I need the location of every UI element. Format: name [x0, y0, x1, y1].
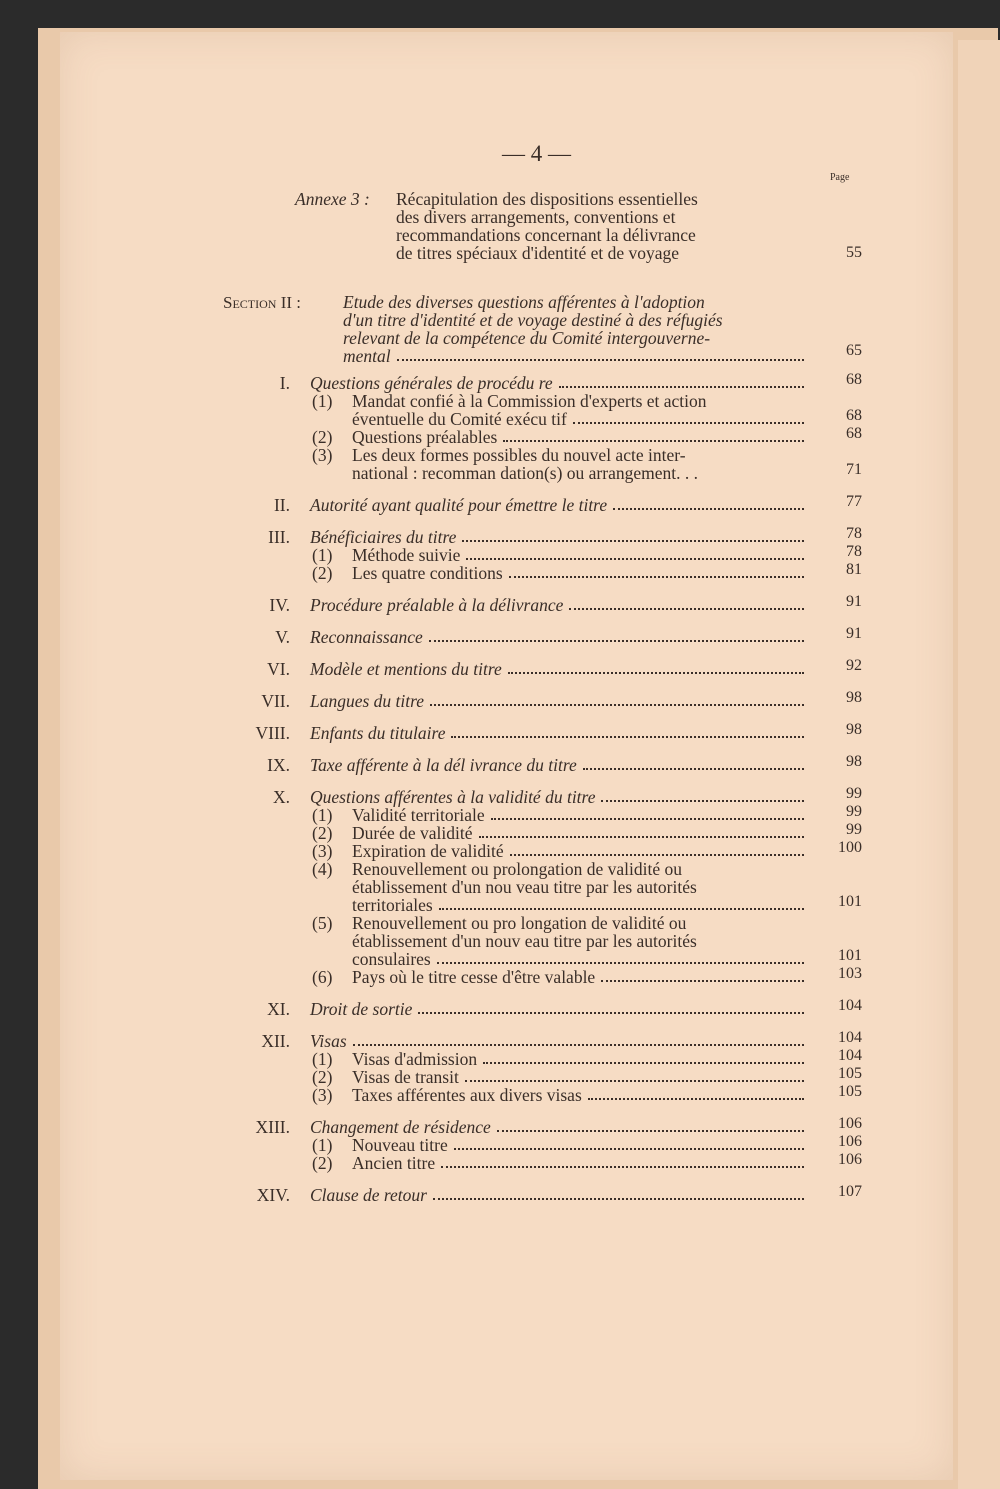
dot-leader — [497, 1130, 804, 1132]
toc-entry-number: IV. — [269, 595, 290, 615]
toc-entry-page: 104 — [838, 997, 862, 1014]
toc-sub-page: 68 — [846, 407, 862, 424]
annex-label: Annexe 3 : — [295, 189, 370, 209]
dot-leader — [559, 386, 804, 388]
dot-leader — [491, 818, 804, 820]
toc-entry-number: IX. — [267, 755, 290, 775]
dot-leader — [583, 768, 804, 770]
toc-sub-line: Mandat confié à la Commission d'experts et action — [352, 391, 707, 411]
dot-leader — [430, 704, 804, 706]
toc-entry-title: Changement de résidence — [310, 1117, 491, 1137]
dot-leader — [613, 508, 804, 510]
dot-leader — [437, 962, 804, 964]
toc-entry-page: 107 — [838, 1183, 862, 1200]
toc-entry-number: V. — [275, 627, 290, 647]
toc-sub-line: Pays où le titre cesse d'être valable — [352, 967, 596, 987]
toc-sub-page: 78 — [846, 543, 862, 560]
toc-sub-page: 105 — [838, 1065, 862, 1082]
toc-sub-line: Questions préalables — [352, 427, 498, 447]
toc-sub-line: Durée de validité — [352, 823, 473, 843]
toc-entry-page: 92 — [846, 657, 862, 674]
dot-leader — [601, 980, 804, 982]
toc-sub-line: Visas de transit — [352, 1067, 459, 1087]
dot-leader — [465, 1080, 804, 1082]
toc-entry-page: 91 — [846, 625, 862, 642]
toc-entry-title: Bénéficiaires du titre — [310, 527, 457, 547]
toc-entry-page: 106 — [838, 1115, 862, 1132]
dot-leader — [509, 576, 804, 578]
dot-leader — [433, 1198, 804, 1200]
toc-entry-page: 104 — [838, 1029, 862, 1046]
toc-entry-page: 91 — [846, 593, 862, 610]
toc-sub-number: (1) — [312, 805, 333, 825]
section-line: mental — [343, 346, 391, 366]
toc-sub-page: 81 — [846, 561, 862, 578]
toc-entry-page: 98 — [846, 689, 862, 706]
toc-entry-title: Visas — [310, 1031, 347, 1051]
toc-sub-number: (5) — [312, 913, 333, 933]
toc-sub-line: Taxes afférentes aux divers visas — [352, 1085, 582, 1105]
toc-sub-number: (2) — [312, 563, 333, 583]
toc-sub-page: 101 — [838, 893, 862, 910]
dot-leader — [397, 359, 804, 361]
toc-sub-page: 106 — [838, 1133, 862, 1150]
page-number: — 4 — — [502, 141, 571, 166]
section-label: Section II : — [223, 293, 301, 312]
toc-entry-page: 68 — [846, 371, 862, 388]
toc-entry-page: 78 — [846, 525, 862, 542]
toc-sub-line: Visas d'admission — [352, 1049, 478, 1069]
annex-line: Récapitulation des dispositions essentielles — [396, 189, 698, 209]
toc-sub-line: Renouvellement ou prolongation de validité ou — [352, 859, 682, 879]
dot-leader — [569, 608, 804, 610]
toc-sub-line: établissement d'un nouv eau titre par les autorités — [352, 931, 697, 951]
toc-sub-page: 105 — [838, 1083, 862, 1100]
dot-leader — [462, 540, 804, 542]
toc-entry-number: XIII. — [255, 1117, 290, 1137]
toc-entry-title: Questions afférentes à la validité du titre — [310, 787, 596, 807]
dot-leader — [483, 1062, 804, 1064]
toc-entry-title: Taxe afférente à la dél ivrance du titre — [310, 755, 577, 775]
toc-sub-line: Les deux formes possibles du nouvel acte inter- — [352, 445, 686, 465]
toc-sub-line: Les quatre conditions — [352, 563, 503, 583]
toc-entry-title: Langues du titre — [310, 691, 425, 711]
toc-entry-number: VIII. — [255, 723, 290, 743]
toc-sub-number: (4) — [312, 859, 333, 879]
toc-sub-number: (2) — [312, 1153, 333, 1173]
toc-sub-number: (1) — [312, 1135, 333, 1155]
dot-leader — [418, 1012, 804, 1014]
toc-entry-number: I. — [279, 373, 290, 393]
toc-entry-number: XII. — [261, 1031, 290, 1051]
dot-leader — [429, 640, 804, 642]
toc-entry-title: Enfants du titulaire — [310, 723, 446, 743]
toc-sub-line: Expiration de validité — [352, 841, 504, 861]
toc-sub-number: (3) — [312, 445, 333, 465]
toc-sub-line: territoriales — [352, 895, 433, 915]
dot-leader — [503, 440, 804, 442]
section-line: d'un titre d'identité et de voyage destiné à des réfugiés — [343, 310, 723, 330]
toc-entry-number: XIV. — [256, 1185, 290, 1205]
toc-sub-page: 100 — [838, 839, 862, 856]
dot-leader — [588, 1098, 804, 1100]
page-column-label: Page — [830, 172, 850, 183]
toc-sub-line: Nouveau titre — [352, 1135, 448, 1155]
dot-leader — [441, 1166, 804, 1168]
dot-leader — [479, 836, 804, 838]
toc-sub-page: 103 — [838, 965, 862, 982]
toc-sub-number: (2) — [312, 1067, 333, 1087]
document-page — [60, 32, 953, 1480]
toc-entry-title: Droit de sortie — [310, 999, 413, 1019]
toc-entry-page: 77 — [846, 493, 862, 510]
toc-entry-number: VII. — [261, 691, 290, 711]
annex-line: recommandations concernant la délivrance — [396, 225, 696, 245]
toc-entry-title: Clause de retour — [310, 1185, 427, 1205]
toc-entry-title: Questions générales de procédu re — [310, 373, 553, 393]
toc-sub-page: 101 — [838, 947, 862, 964]
toc-entry-title: Procédure préalable à la délivrance — [310, 595, 564, 615]
toc-sub-number: (6) — [312, 967, 333, 987]
toc-sub-line: établissement d'un nou veau titre par les autorités — [352, 877, 697, 897]
toc-sub-page: 71 — [846, 461, 862, 478]
dot-leader — [439, 908, 804, 910]
toc-sub-page: 104 — [838, 1047, 862, 1064]
toc-sub-number: (2) — [312, 823, 333, 843]
toc-sub-line: Validité territoriale — [352, 805, 485, 825]
toc-entry-number: XI. — [267, 999, 290, 1019]
dot-leader — [508, 672, 804, 674]
section-line: Etude des diverses questions afférentes à l'adoption — [343, 292, 705, 312]
toc-sub-number: (1) — [312, 545, 333, 565]
toc-sub-line: national : recomman dation(s) ou arrangement. . . — [352, 463, 698, 483]
toc-sub-page: 106 — [838, 1151, 862, 1168]
section-line: relevant de la compétence du Comité intergouverne- — [343, 328, 711, 348]
annex-line: des divers arrangements, conventions et — [396, 207, 676, 227]
dot-leader — [466, 558, 804, 560]
toc-sub-line: Renouvellement ou pro longation de validité ou — [352, 913, 687, 933]
section-page: 65 — [846, 342, 862, 359]
dot-leader — [451, 736, 804, 738]
toc-entry-number: VI. — [267, 659, 290, 679]
toc-entry-title: Autorité ayant qualité pour émettre le titre — [310, 495, 608, 515]
toc-entry-number: X. — [272, 787, 290, 807]
toc-entry-number: III. — [268, 527, 290, 547]
dot-leader — [510, 854, 804, 856]
toc-sub-page: 99 — [846, 821, 862, 838]
dot-leader — [573, 422, 804, 424]
dot-leader — [601, 800, 804, 802]
toc-sub-line: éventuelle du Comité exécu tif — [352, 409, 567, 429]
toc-entry-page: 98 — [846, 753, 862, 770]
toc-sub-line: consulaires — [352, 949, 431, 969]
dot-leader — [353, 1044, 804, 1046]
toc-sub-page: 68 — [846, 425, 862, 442]
toc-sub-number: (2) — [312, 427, 333, 447]
toc-sub-line: Méthode suivie — [352, 545, 461, 565]
toc-sub-number: (1) — [312, 1049, 333, 1069]
toc-entry-number: II. — [273, 495, 290, 515]
next-page-edge — [958, 40, 1000, 1489]
annex-page: 55 — [846, 244, 862, 261]
toc-sub-page: 99 — [846, 803, 862, 820]
toc-entry-title: Modèle et mentions du titre — [310, 659, 502, 679]
annex-line: de titres spéciaux d'identité et de voyage — [396, 243, 680, 263]
toc-entry-page: 99 — [846, 785, 862, 802]
toc-entry-title: Reconnaissance — [310, 627, 423, 647]
toc-entry-page: 98 — [846, 721, 862, 738]
dot-leader — [454, 1148, 804, 1150]
toc-sub-number: (1) — [312, 391, 333, 411]
toc-sub-number: (3) — [312, 841, 333, 861]
toc-sub-number: (3) — [312, 1085, 333, 1105]
toc-sub-line: Ancien titre — [352, 1153, 436, 1173]
